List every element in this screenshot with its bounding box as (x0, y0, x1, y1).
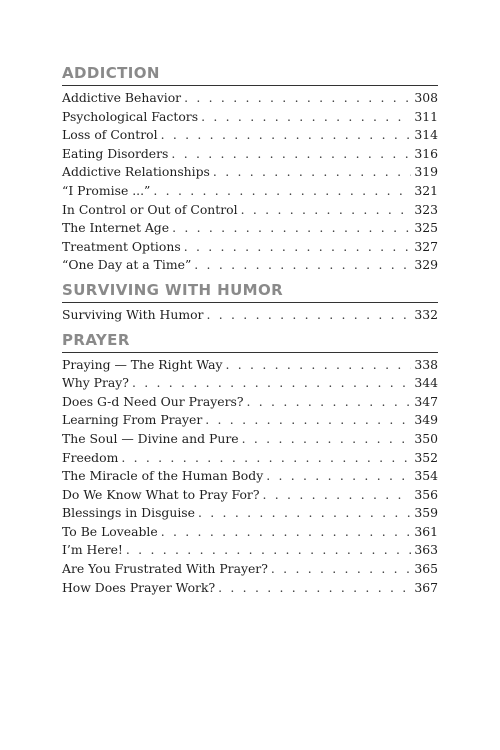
toc-entry (62, 523, 438, 542)
page-number: 325 (414, 220, 438, 236)
dot-leader (132, 374, 411, 393)
entry-title: Addictive Behavior (62, 90, 182, 105)
page-number: 319 (414, 164, 438, 180)
toc-entry (62, 219, 438, 238)
page-number: 311 (414, 108, 438, 124)
entry-title: Surviving With Humor (62, 306, 204, 322)
toc-entry (62, 238, 438, 257)
toc-entry (62, 182, 438, 201)
entry-list (62, 89, 438, 275)
dot-leader (161, 126, 412, 145)
dot-leader (198, 504, 411, 523)
dot-leader (161, 523, 412, 542)
table-of-contents (62, 64, 438, 597)
toc-entry (62, 306, 438, 325)
page-number: 308 (414, 90, 438, 105)
dot-leader (242, 430, 412, 449)
dot-leader (225, 356, 411, 375)
entry-title: Do We Know What to Pray For? (62, 486, 260, 502)
toc-entry (62, 430, 438, 449)
page-number: 327 (414, 238, 438, 254)
toc-entry (62, 356, 438, 375)
page-number: 361 (414, 523, 438, 539)
dot-leader (172, 219, 411, 238)
toc-section-addiction (62, 64, 438, 275)
page-number: 359 (414, 505, 438, 521)
toc-entry (62, 467, 438, 486)
entry-title: How Does Prayer Work? (62, 579, 216, 595)
dot-leader (205, 411, 411, 430)
dot-leader (263, 486, 412, 505)
toc-entry (62, 256, 438, 275)
toc-entry (62, 163, 438, 182)
dot-leader (266, 467, 411, 486)
dot-leader (194, 256, 411, 275)
entry-title: The Soul — Divine and Pure (62, 430, 239, 446)
entry-title: Does G-d Need Our Prayers? (62, 393, 244, 409)
toc-entry (62, 579, 438, 598)
entry-title: Loss of Control (62, 127, 158, 143)
page-number: 354 (414, 468, 438, 484)
dot-leader (153, 182, 411, 201)
toc-entry (62, 145, 438, 164)
entry-title: Are You Frustrated With Prayer? (62, 561, 268, 577)
page-number: 338 (414, 356, 438, 372)
entry-title: “One Day at a Time” (62, 257, 192, 273)
toc-entry (62, 126, 438, 145)
toc-entry (62, 374, 438, 393)
page-number: 314 (414, 127, 438, 143)
entry-list (62, 306, 438, 325)
entry-title: Praying — The Right Way (62, 356, 223, 372)
entry-title: Psychological Factors (62, 108, 199, 124)
toc-entry (62, 411, 438, 430)
page-number: 350 (414, 430, 438, 446)
entry-title: Eating Disorders (62, 145, 169, 161)
entry-list (62, 356, 438, 598)
entry-title: Why Pray? (62, 375, 129, 391)
entry-title: The Miracle of the Human Body (62, 468, 264, 484)
page-number: 332 (414, 306, 438, 322)
dot-leader (121, 449, 411, 468)
toc-entry (62, 541, 438, 560)
dot-leader (184, 89, 411, 108)
page-number: 329 (414, 257, 438, 273)
page-number: 367 (414, 579, 438, 595)
dot-leader (271, 560, 411, 579)
entry-title: Addictive Relationships (62, 164, 210, 180)
entry-title: In Control or Out of Control (62, 201, 238, 217)
dot-leader (213, 163, 411, 182)
section-heading: SURVIVING WITH HUMOR (62, 281, 438, 303)
dot-leader (171, 145, 411, 164)
dot-leader (218, 579, 411, 598)
toc-entry (62, 89, 438, 108)
entry-title: I’m Here! (62, 542, 123, 558)
page-number: 356 (414, 486, 438, 502)
toc-entry (62, 449, 438, 468)
page-number: 347 (414, 393, 438, 409)
entry-title: To Be Loveable (62, 523, 158, 539)
toc-entry (62, 108, 438, 127)
toc-entry (62, 201, 438, 220)
dot-leader (247, 393, 412, 412)
entry-title: Freedom (62, 449, 119, 465)
section-heading: PRAYER (62, 331, 438, 353)
entry-title: “I Promise ...” (62, 182, 151, 198)
section-heading: ADDICTION (62, 64, 438, 86)
page-number: 344 (414, 375, 438, 391)
entry-title: Learning From Prayer (62, 412, 203, 428)
toc-entry (62, 486, 438, 505)
page-number: 363 (414, 542, 438, 558)
dot-leader (126, 541, 411, 560)
toc-entry (62, 560, 438, 579)
toc-section-prayer (62, 331, 438, 598)
dot-leader (201, 108, 411, 127)
entry-title: Blessings in Disguise (62, 505, 195, 521)
page-number: 323 (414, 201, 438, 217)
page-number: 352 (414, 449, 438, 465)
toc-entry (62, 393, 438, 412)
entry-title: Treatment Options (62, 238, 181, 254)
toc-section-surviving-with-humor (62, 281, 438, 325)
page-number: 321 (414, 182, 438, 198)
dot-leader (184, 238, 412, 257)
dot-leader (206, 306, 411, 325)
dot-leader (241, 201, 412, 220)
toc-entry (62, 504, 438, 523)
entry-title: The Internet Age (62, 220, 170, 236)
page-number: 316 (414, 145, 438, 161)
page-number: 349 (414, 412, 438, 428)
page-number: 365 (414, 561, 438, 577)
